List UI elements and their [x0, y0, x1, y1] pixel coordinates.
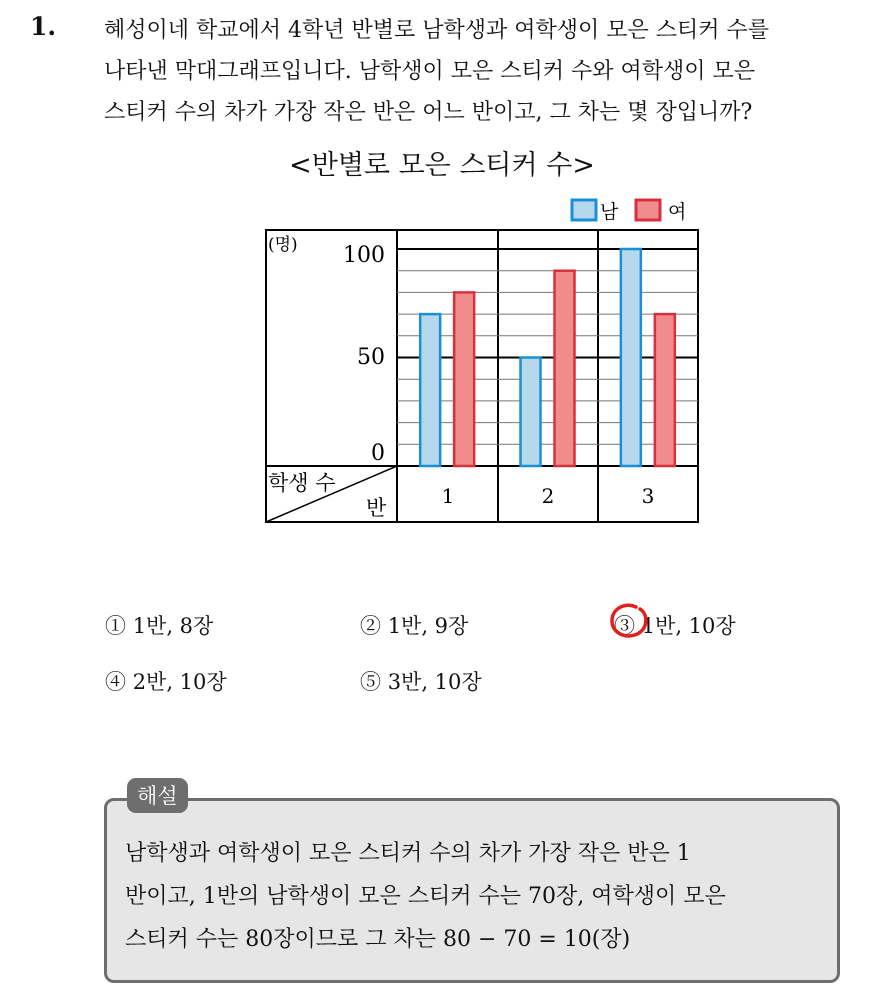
- choice-mark: ③: [614, 614, 635, 638]
- y-tick-label: 0: [371, 441, 385, 466]
- explanation-line: 스티커 수는 80장이므로 그 차는 80 − 70 = 10(장): [125, 927, 631, 952]
- question-number: 1.: [30, 12, 57, 41]
- bar-female-class-1: [454, 292, 474, 466]
- bar-female-class-2: [555, 271, 575, 466]
- bar-male-class-1: [420, 314, 440, 466]
- choice-text: 1반, 10장: [641, 614, 736, 638]
- choice-text: 1반, 8장: [132, 614, 214, 638]
- choice-text: 2반, 10장: [132, 670, 227, 694]
- explanation-line: 반이고, 1반의 남학생이 모은 스티커 수는 70장, 여학생이 모은: [125, 884, 726, 909]
- legend-swatch-female: [636, 200, 660, 220]
- choice-5[interactable]: [360, 666, 482, 696]
- choice-4[interactable]: [105, 666, 227, 696]
- bar-female-class-3: [655, 314, 675, 466]
- choice-mark: ①: [105, 614, 126, 638]
- x-category-label: 3: [641, 484, 655, 508]
- chart-title: <반별로 모은 스티커 수>: [289, 150, 595, 181]
- choice-text: 3반, 10장: [387, 670, 482, 694]
- explanation-line: 남학생과 여학생이 모은 스티커 수의 차가 가장 작은 반은 1: [125, 841, 691, 866]
- corner-label-top: 학생 수: [268, 471, 336, 495]
- question-line: 혜성이네 학교에서 4학년 반별로 남학생과 여학생이 모은 스티커 수를: [104, 18, 770, 43]
- x-category-label: 2: [541, 484, 555, 508]
- y-tick-label: 50: [357, 345, 385, 370]
- question-line: 나타낸 막대그래프입니다. 남학생이 모은 스티커 수와 여학생이 모은: [104, 59, 756, 84]
- legend-swatch-male: [572, 200, 596, 220]
- gridlines: [397, 249, 698, 444]
- choice-2[interactable]: [360, 610, 468, 640]
- choice-mark: ⑤: [360, 670, 381, 694]
- choice-mark: ④: [105, 670, 126, 694]
- bar-male-class-3: [621, 249, 641, 466]
- bar-male-class-2: [521, 358, 541, 467]
- legend-label-male: 남: [600, 201, 619, 223]
- y-tick-label: 100: [343, 243, 385, 268]
- x-category-label: 1: [441, 484, 455, 508]
- question-line: 스티커 수의 차가 가장 작은 반은 어느 반이고, 그 차는 몇 장입니까?: [104, 100, 753, 125]
- choice-text: 1반, 9장: [387, 614, 469, 638]
- choice-1[interactable]: [105, 610, 213, 640]
- legend-label-female: 여: [668, 201, 687, 223]
- choice-mark: ②: [360, 614, 381, 638]
- explanation-text: [125, 832, 825, 961]
- unit-label: (명): [268, 235, 298, 255]
- answer-circle-icon: [606, 600, 654, 644]
- explanation-label: 해설: [127, 778, 188, 813]
- corner-label-bottom: 반: [366, 496, 387, 520]
